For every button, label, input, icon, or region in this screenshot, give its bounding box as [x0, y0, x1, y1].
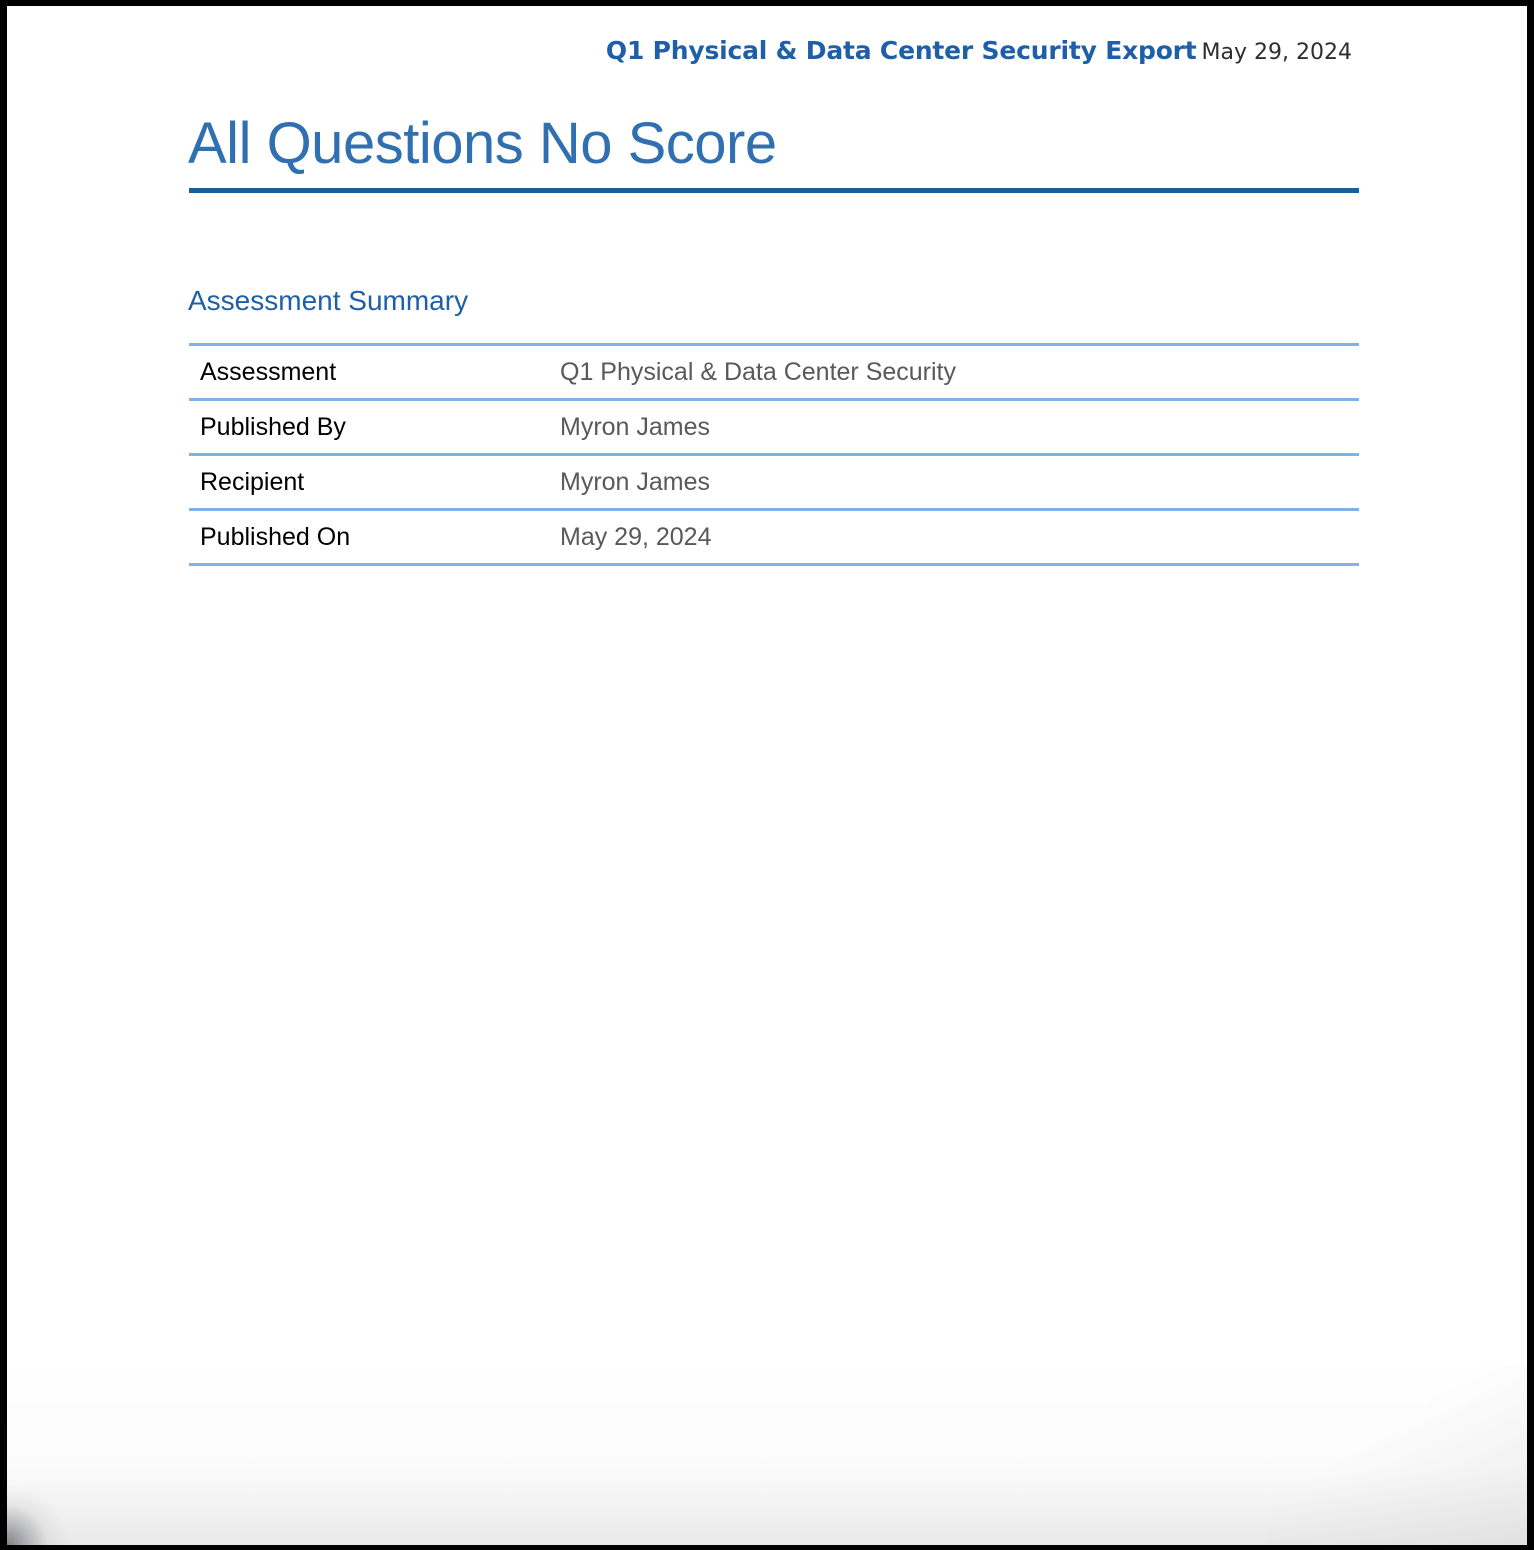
- running-header-title: Q1 Physical & Data Center Security Export: [605, 36, 1197, 65]
- section-heading-assessment-summary: Assessment Summary: [188, 285, 469, 316]
- document-running-header: [182, 38, 1352, 64]
- table-row: [189, 510, 1359, 565]
- row-label-assessment: Assessment: [189, 345, 560, 400]
- row-value-assessment: Q1 Physical & Data Center Security: [560, 345, 1359, 400]
- title-underline-rule: [189, 188, 1359, 193]
- row-label-published-on: Published On: [189, 510, 560, 565]
- row-value-recipient: Myron James: [560, 455, 1359, 510]
- row-value-published-on: May 29, 2024: [560, 510, 1359, 565]
- row-value-published-by: Myron James: [560, 400, 1359, 455]
- row-label-recipient: Recipient: [189, 455, 560, 510]
- table-row: [189, 400, 1359, 455]
- assessment-summary-table: [189, 343, 1359, 566]
- table-row: [189, 455, 1359, 510]
- page-corner-sheen: [1267, 1365, 1527, 1545]
- table-row: [189, 345, 1359, 400]
- page-corner-curl-shadow: [7, 1483, 69, 1545]
- row-label-published-by: Published By: [189, 400, 560, 455]
- document-paper: [7, 6, 1527, 1545]
- running-header-date: May 29, 2024: [1201, 40, 1352, 65]
- page-title: All Questions No Score: [188, 111, 777, 176]
